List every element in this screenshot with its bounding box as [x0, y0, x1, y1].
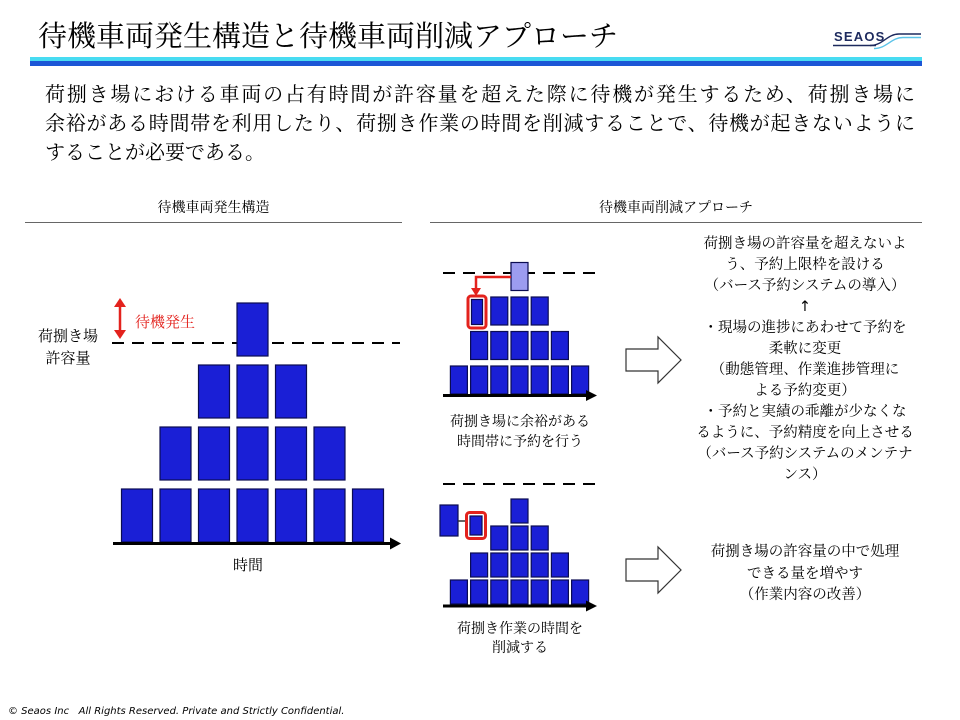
approach1-description-line: るように、予約精度を向上させる [696, 425, 914, 441]
right-section-header: 待機車両削減アプローチ [599, 200, 753, 216]
vehicle-block [276, 489, 307, 542]
vehicle-block [471, 553, 488, 577]
approach1-description-line: ンス） [783, 467, 827, 483]
page-title: 待機車両発生構造と待機車両削減アプローチ [38, 19, 619, 53]
approach2-description-line: （作業内容の改善） [739, 587, 871, 603]
approach2-caption-line: 荷捌き作業の時間を [457, 621, 583, 637]
vehicle-block [353, 489, 384, 542]
vehicle-block [511, 526, 528, 550]
approach2-axis-arrowhead [586, 601, 597, 612]
vehicle-block [314, 489, 345, 542]
wait-arrow-head-up [114, 298, 126, 307]
intro-line: 荷捌き場における車両の占有時間が許容量を超えた際に待機が発生するため、荷捌き場に [45, 82, 915, 106]
capacity-label [28, 325, 108, 369]
approach1-description [690, 234, 920, 486]
approach1-diagram [443, 263, 681, 402]
vehicle-block [551, 332, 568, 360]
approach1-description-line: ・現場の進捗にあわせて予約を [703, 320, 907, 336]
vehicle-block [491, 553, 508, 577]
original-vehicle-block [440, 505, 458, 536]
approach2-description [690, 542, 920, 607]
wait-occurs-label: 待機発生 [135, 313, 196, 331]
shortened-vehicle-block [470, 516, 482, 535]
up-arrow-line: ↑ [798, 299, 812, 315]
approach2-description-line: 荷捌き場の許容量の中で処理 [710, 544, 900, 560]
intro-line: することが必要である。 [45, 140, 265, 164]
approach1-caption-line: 時間帯に予約を行う [457, 434, 583, 450]
vehicle-block [199, 427, 230, 480]
vehicle-block [237, 365, 268, 418]
approach1-description-line: よる予約変更） [754, 383, 856, 399]
vehicle-block [511, 580, 528, 604]
time-axis-arrowhead [390, 538, 401, 550]
vehicle-block [491, 366, 508, 394]
wait-arrow-head-down [114, 330, 126, 339]
vehicle-block [471, 332, 488, 360]
vehicle-block [511, 297, 528, 325]
vehicle-block [471, 366, 488, 394]
approach2-caption-line: 削減する [492, 640, 548, 656]
approach1-right-arrow [626, 337, 681, 383]
approach1-axis-arrowhead [586, 390, 597, 401]
vehicle-block [551, 553, 568, 577]
vehicle-block [276, 427, 307, 480]
copyright-footer: © Seaos Inc All Rights Reserved. Private and Strictly Confidential. [8, 706, 345, 717]
vehicle-block [314, 427, 345, 480]
moved-vehicle-ghost-block [511, 263, 528, 291]
approach1-description-line: 荷捌き場の許容量を超えないよ [703, 236, 907, 252]
approach2-description-line: できる量を増やす [747, 565, 863, 582]
vehicle-block [276, 365, 307, 418]
vehicle-block [531, 366, 548, 394]
vehicle-block [531, 332, 548, 360]
vehicle-block [511, 553, 528, 577]
intro-paragraph [45, 80, 915, 167]
right-section-rule [430, 222, 922, 223]
vehicle-block [471, 580, 488, 604]
approach1-description-line: （動態管理、作業進捗管理に [710, 362, 900, 378]
vehicle-block [551, 580, 568, 604]
title-accent-bar-dark [30, 61, 922, 66]
vehicle-block [160, 489, 191, 542]
approach1-caption [430, 412, 610, 452]
capacity-label-line: 荷捌き場 [37, 327, 98, 345]
rescheduled-vehicle-block [472, 300, 483, 325]
vehicle-block [572, 366, 589, 394]
wait-double-arrow [114, 298, 126, 339]
approach2-vehicle-pyramid [450, 499, 588, 604]
approach2-right-arrow [626, 547, 681, 593]
approach1-description-line: ・予約と実績の乖離が少なくな [703, 404, 907, 420]
vehicle-block [237, 427, 268, 480]
vehicle-block [122, 489, 153, 542]
time-axis-label: 時間 [232, 556, 263, 574]
seaos-logo [833, 29, 921, 49]
vehicle-block [531, 297, 548, 325]
approach2-diagram [440, 484, 681, 612]
vehicle-block [237, 303, 268, 356]
vehicle-block [531, 580, 548, 604]
approach2-caption [430, 620, 610, 658]
vehicle-block [531, 553, 548, 577]
left-section-rule [25, 222, 402, 223]
capacity-label-line: 許容量 [45, 349, 91, 367]
left-vehicle-pyramid [122, 303, 384, 542]
vehicle-block [491, 332, 508, 360]
vehicle-block [450, 366, 467, 394]
vehicle-block [491, 526, 508, 550]
approach1-description-line: う、予約上限枠を設ける [725, 257, 885, 273]
left-section-header: 待機車両発生構造 [157, 200, 270, 216]
vehicle-block [450, 580, 467, 604]
vehicle-block [511, 366, 528, 394]
intro-line: 余裕がある時間帯を利用したり、荷捌き作業の時間を削減することで、待機が起きないように [45, 111, 915, 135]
vehicle-block [237, 489, 268, 542]
vehicle-block [511, 332, 528, 360]
vehicle-block [572, 580, 589, 604]
approach1-description-line: （バース予約システムの導入） [704, 278, 906, 294]
approach1-description-line: （バース予約システムのメンテナ [697, 446, 913, 462]
approach1-description-line: 柔軟に変更 [768, 341, 842, 357]
title-accent-bar [30, 57, 922, 66]
vehicle-block [199, 365, 230, 418]
vehicle-block [491, 580, 508, 604]
reschedule-arrow [476, 277, 511, 289]
vehicle-block [511, 499, 528, 523]
vehicle-block [531, 526, 548, 550]
vehicle-block [199, 489, 230, 542]
vehicle-block [491, 297, 508, 325]
vehicle-block [160, 427, 191, 480]
approach1-caption-line: 荷捌き場に余裕がある [450, 414, 590, 430]
vehicle-block [551, 366, 568, 394]
left-diagram [112, 298, 401, 550]
logo-wordmark: SEAOS [834, 29, 886, 44]
